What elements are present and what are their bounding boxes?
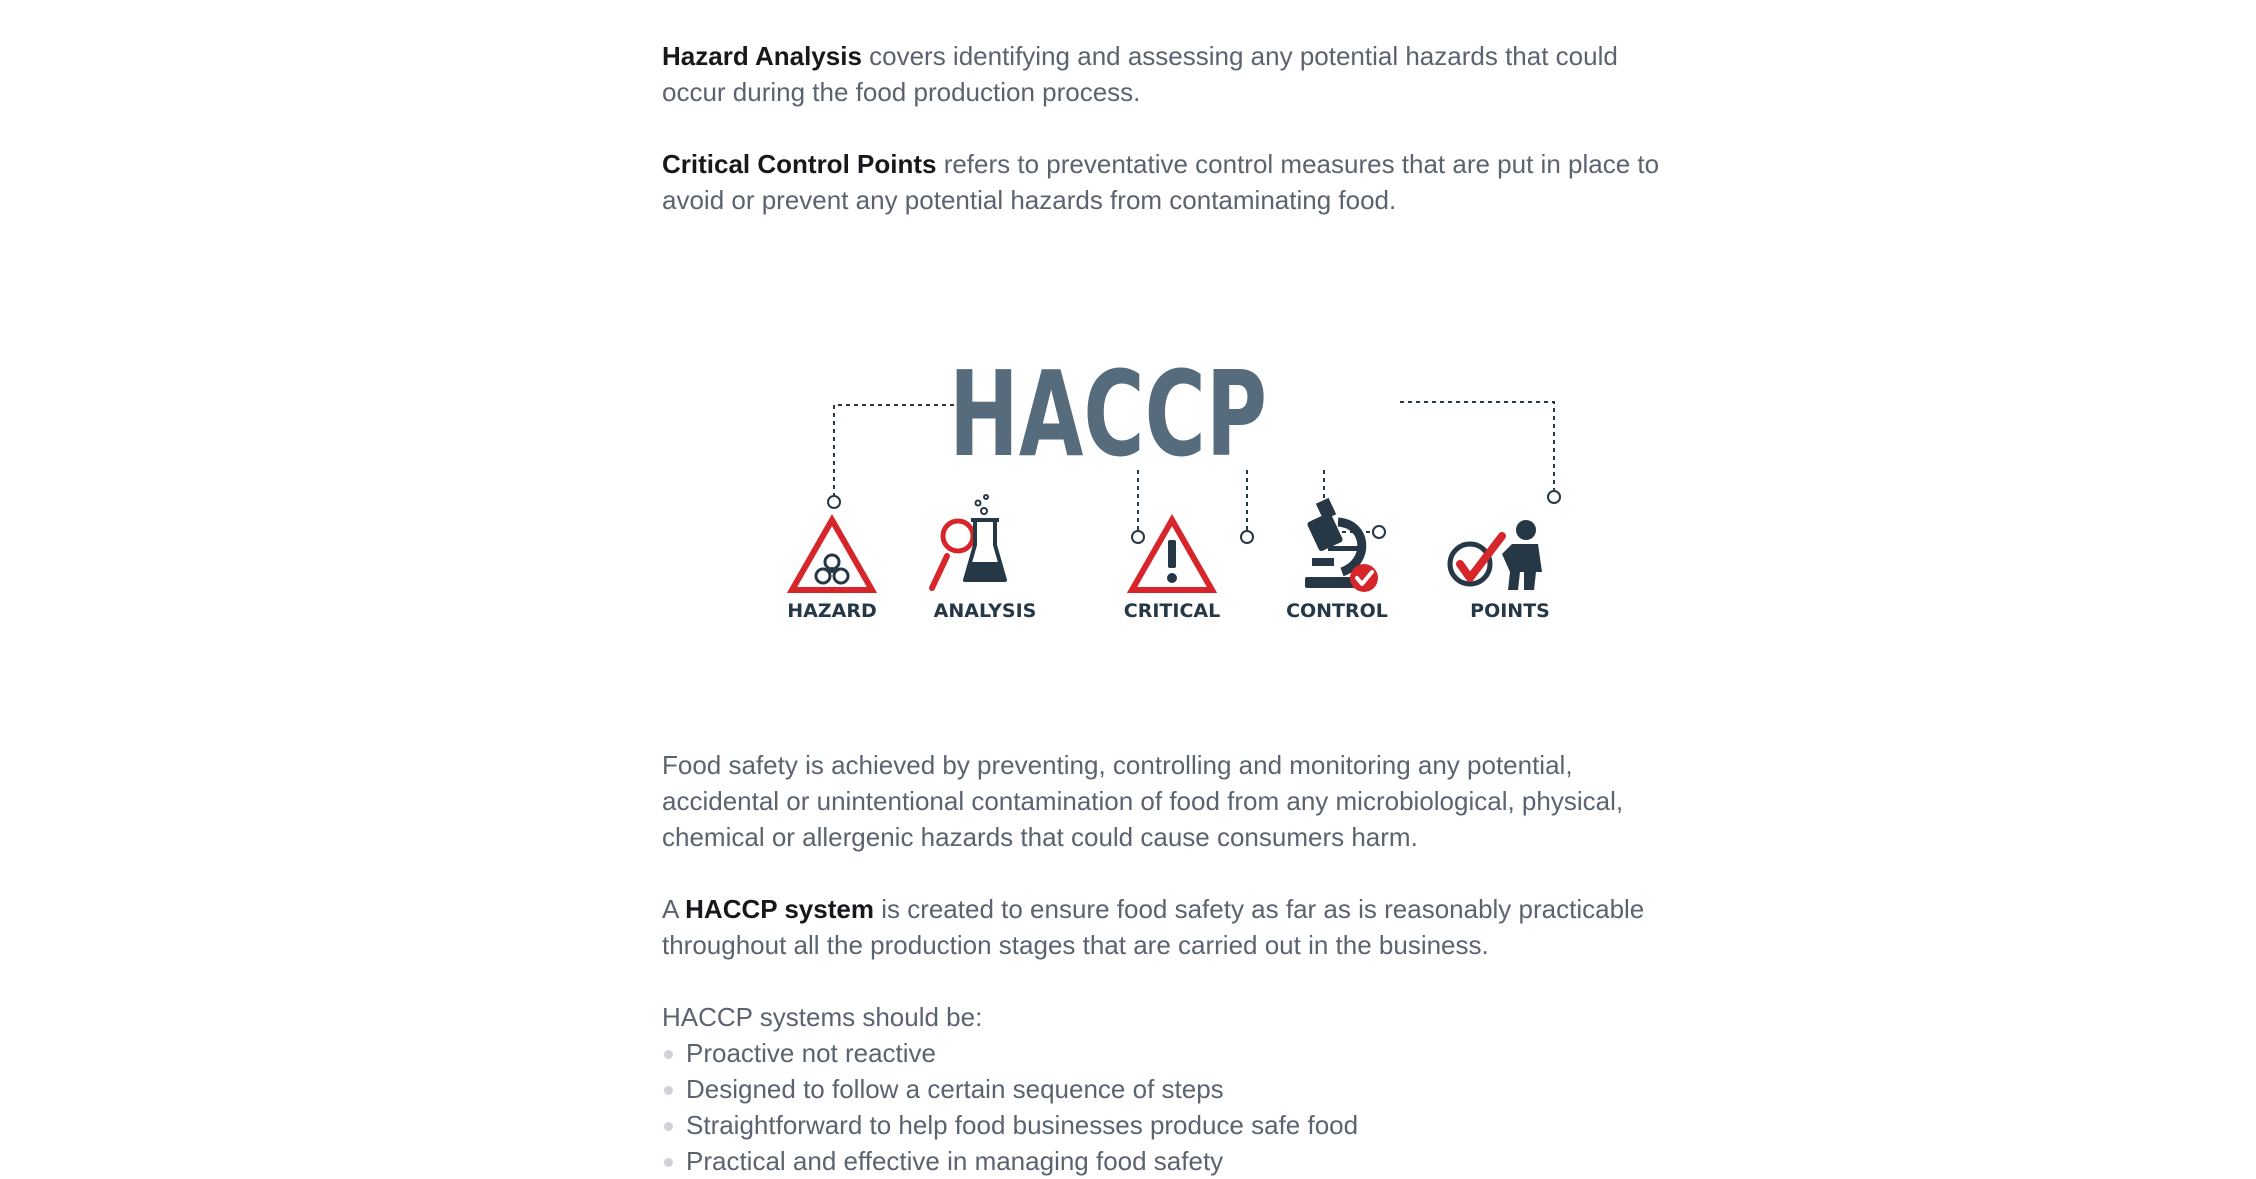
- list-item: Practical and effective in managing food safety: [662, 1143, 1662, 1179]
- should-be-intro: HACCP systems should be:: [662, 1002, 983, 1032]
- list-item: Straightforward to help food businesses produce safe food: [662, 1107, 1662, 1143]
- haccp-system-prefix: A: [662, 894, 686, 924]
- list-item: Designed to follow a certain sequence of steps: [662, 1071, 1662, 1107]
- list-item: Proactive not reactive: [662, 1035, 1662, 1071]
- haccp-system-paragraph: [662, 891, 1662, 963]
- critical-label: CRITICAL: [1123, 600, 1221, 622]
- haccp-infographic: [772, 340, 1572, 640]
- haccp-title: HACCP: [949, 345, 1267, 483]
- critical-control-points-paragraph: [662, 146, 1662, 218]
- critical-control-points-term: Critical Control Points: [662, 149, 937, 179]
- hazard-icon: [792, 520, 872, 590]
- connector-dots: [828, 491, 1560, 543]
- hazard-analysis-text: covers identifying and assessing any potential hazards that could occur during the food production process.: [662, 41, 1618, 107]
- points-label: POINTS: [1470, 600, 1550, 622]
- analysis-icon: [932, 495, 1005, 588]
- critical-icon: [1132, 520, 1212, 590]
- should-be-list: [662, 1035, 1662, 1179]
- food-safety-paragraph: Food safety is achieved by preventing, controlling and monitoring any potential, accidental or unintentional contamination of food from any microbiological, physical, chemical or allergenic hazards that could cause consumers harm.: [662, 750, 1624, 852]
- hazard-label: HAZARD: [787, 600, 877, 622]
- haccp-system-term: HACCP system: [685, 894, 874, 924]
- hazard-analysis-term: Hazard Analysis: [662, 41, 862, 71]
- critical-control-points-text: refers to preventative control measures that are put in place to avoid or prevent any potential hazards from contaminating food.: [662, 149, 1660, 215]
- analysis-label: ANALYSIS: [933, 600, 1037, 622]
- haccp-system-text: is created to ensure food safety as far as is reasonably practicable throughout all the production stages that are carried out in the business.: [662, 894, 1645, 960]
- control-label: CONTROL: [1286, 600, 1388, 622]
- points-icon: [1450, 520, 1542, 590]
- hazard-analysis-paragraph: [662, 38, 1662, 110]
- control-icon: [1305, 498, 1378, 592]
